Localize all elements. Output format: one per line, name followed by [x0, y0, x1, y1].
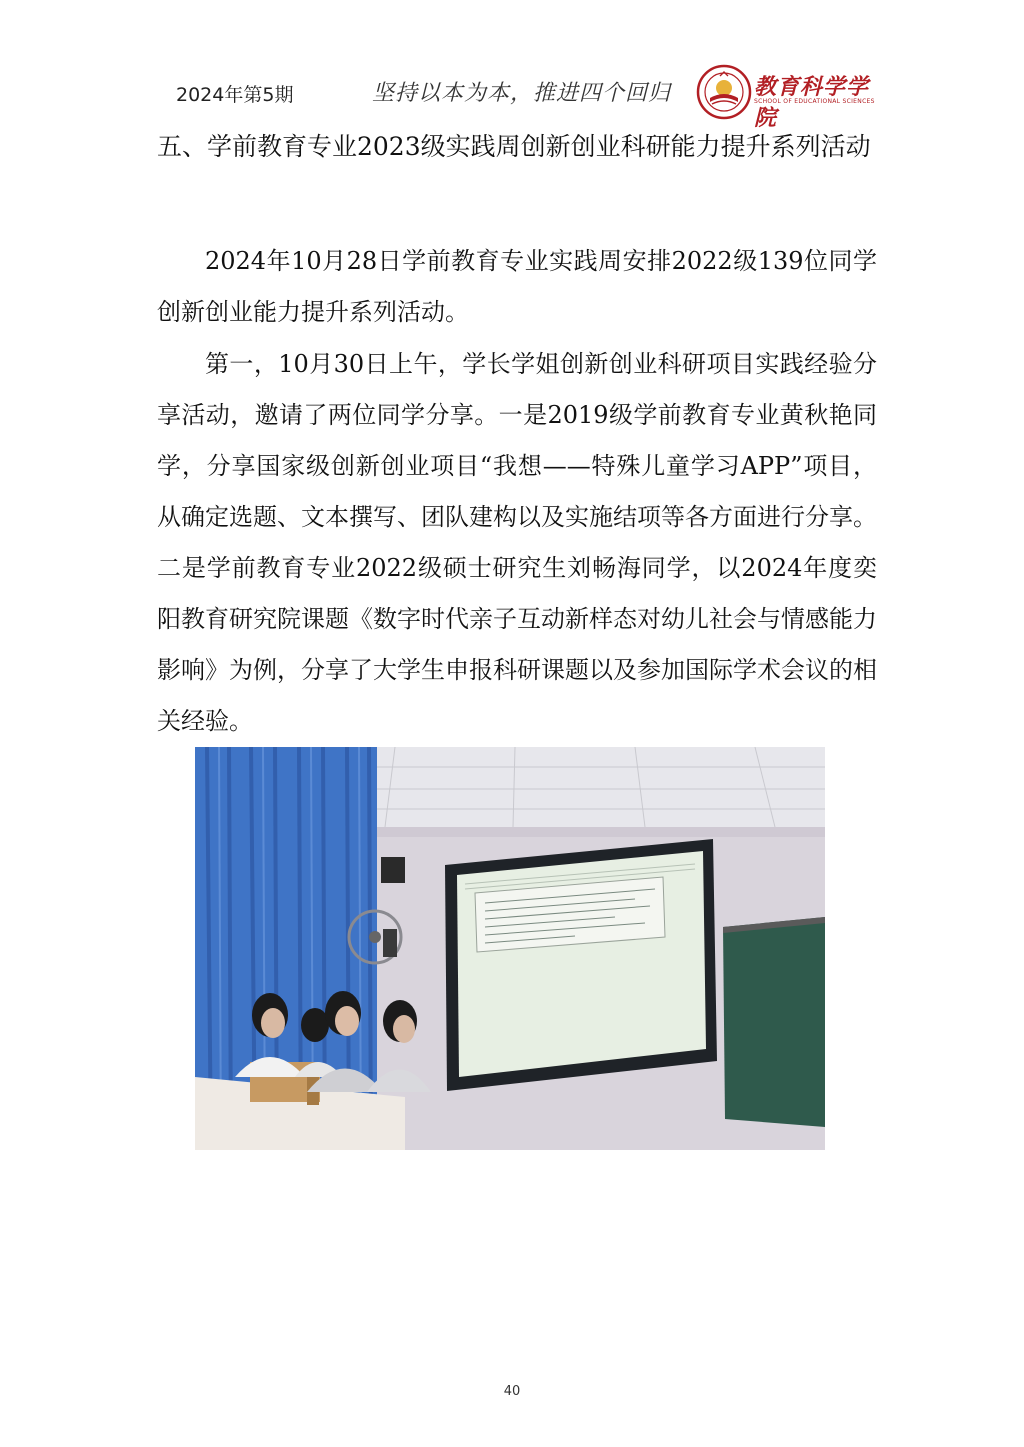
- paragraph-sharing: 第一，10月30日上午，学长学姐创新创业科研项目实践经验分享活动，邀请了两位同学分享。一是2019级学前教育专业黄秋艳同学，分享国家级创新创业项目“我想——特殊儿童学习APP”项目，从确定选题、文本撰写、团队建构以及实施结项等各方面进行分享。二是学前教育专业2022级硕士研究生刘畅海同学，以2024年度奕阳教育研究院课题《数字时代亲子互动新样态对幼儿社会与情感能力影响》为例，分享了大学生申报科研课题以及参加国际学术会议的相关经验。: [157, 350, 877, 735]
- school-logo-subtitle: SCHOOL OF EDUCATIONAL SCIENCES: [754, 98, 875, 105]
- page-header: [0, 0, 1024, 131]
- classroom-photo-image: [195, 747, 825, 1150]
- classroom-photo: [195, 747, 825, 1150]
- school-emblem-icon: [696, 64, 752, 120]
- page-number: 40: [503, 1384, 521, 1399]
- issue-label: 2024年第5期: [176, 84, 294, 106]
- school-logo: [696, 64, 876, 131]
- section-title: 五、学前教育专业2023级实践周创新创业科研能力提升系列活动: [157, 132, 871, 161]
- paragraph-intro: 2024年10月28日学前教育专业实践周安排2022级139位同学创新创业能力提升系列活动。: [157, 247, 877, 326]
- header-motto: 坚持以本为本，推进四个回归: [372, 81, 672, 106]
- school-logo-name: 教育科学学院: [754, 74, 870, 131]
